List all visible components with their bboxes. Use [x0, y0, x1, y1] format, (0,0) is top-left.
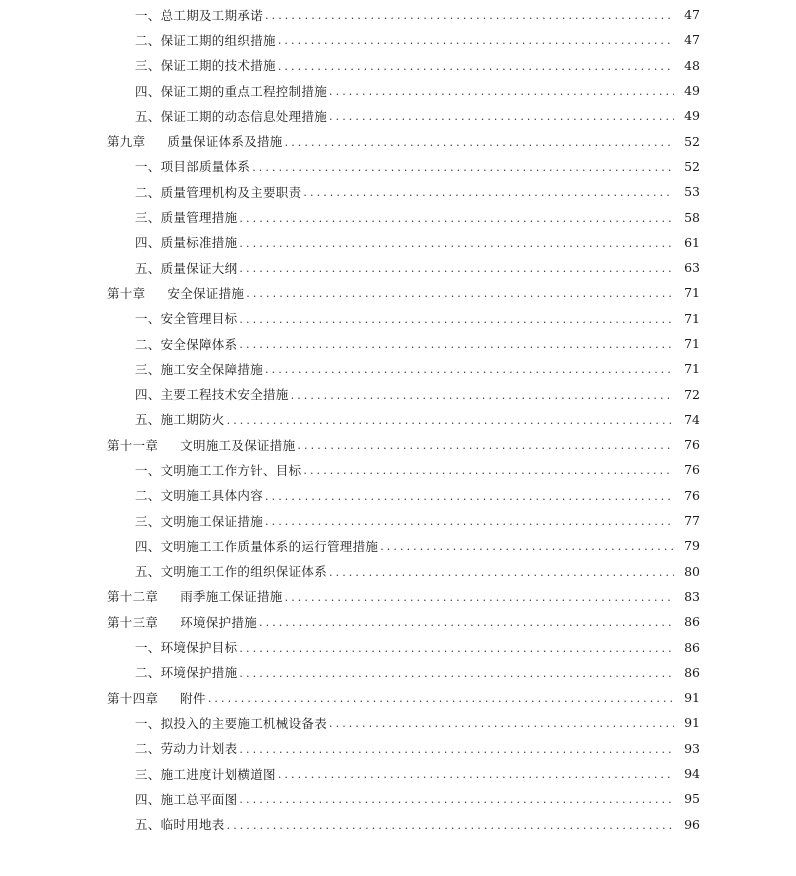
toc-section-entry[interactable] [0, 533, 796, 558]
toc-page-number: 83 [684, 588, 700, 604]
toc-section-entry[interactable] [0, 786, 796, 811]
toc-page-number: 86 [684, 614, 700, 630]
toc-entry-title: 一、项目部质量体系 [135, 159, 251, 175]
toc-entry-title: 一、环境保护目标 [135, 640, 238, 656]
dot-leader [329, 566, 674, 579]
toc-page-number: 48 [684, 57, 700, 73]
dot-leader [246, 287, 674, 300]
dot-leader [265, 490, 674, 503]
toc-section-entry[interactable] [0, 381, 796, 406]
toc-section-entry[interactable] [0, 710, 796, 735]
toc-entry-title [107, 587, 283, 605]
toc-section-entry[interactable] [0, 78, 796, 103]
toc-section-entry[interactable] [0, 457, 796, 482]
toc-page-number: 63 [684, 260, 700, 276]
toc-chapter-number: 第十二章 [107, 589, 159, 605]
toc-section-entry[interactable] [0, 812, 796, 837]
toc-entry-title: 三、施工进度计划横道图 [135, 766, 276, 782]
toc-section-entry[interactable] [0, 559, 796, 584]
toc-section-entry[interactable] [0, 53, 796, 78]
toc-page-number: 58 [684, 209, 700, 225]
toc-chapter-number: 第十章 [107, 285, 146, 301]
toc-page-number: 71 [684, 310, 700, 326]
toc-page-number: 76 [684, 462, 700, 478]
dot-leader [278, 34, 674, 47]
toc-chapter-title: 文明施工及保证措施 [180, 437, 296, 453]
toc-chapter-entry[interactable] [0, 280, 796, 305]
toc-page-number: 91 [684, 690, 700, 706]
dot-leader [329, 110, 674, 123]
dot-leader [227, 414, 674, 427]
toc-page-number: 72 [684, 386, 700, 402]
toc-entry-title: 三、质量管理措施 [135, 210, 238, 226]
toc-page-number: 94 [684, 766, 700, 782]
toc-entry-title: 二、环境保护措施 [135, 665, 238, 681]
dot-leader [329, 85, 674, 98]
toc-page-number: 71 [684, 285, 700, 301]
toc-page-number: 71 [684, 336, 700, 351]
toc-page-number: 47 [684, 32, 700, 48]
toc-chapter-entry[interactable] [0, 128, 796, 153]
toc-entry-title: 三、文明施工保证措施 [135, 513, 264, 529]
toc-section-entry[interactable] [0, 230, 796, 255]
toc-section-entry[interactable] [0, 761, 796, 786]
toc-section-entry[interactable] [0, 736, 796, 761]
toc-section-entry[interactable] [0, 508, 796, 533]
toc-section-entry[interactable] [0, 154, 796, 179]
dot-leader [278, 768, 674, 781]
dot-leader [239, 667, 674, 680]
toc-entry-title [107, 284, 244, 302]
toc-page-number: 49 [684, 83, 700, 99]
toc-section-entry[interactable] [0, 2, 796, 27]
dot-leader [265, 9, 674, 22]
toc-page-number: 93 [684, 740, 700, 756]
toc-entry-title [107, 689, 206, 707]
toc-entry-title: 三、保证工期的技术措施 [135, 58, 276, 74]
toc-entry-title: 二、文明施工具体内容 [135, 488, 264, 504]
dot-leader [285, 591, 674, 604]
dot-leader [227, 819, 674, 832]
toc-chapter-entry[interactable] [0, 584, 796, 609]
toc-section-entry[interactable] [0, 103, 796, 128]
toc-entry-title: 一、安全管理目标 [135, 311, 238, 327]
toc-entry-title: 五、文明施工工作的组织保证体系 [135, 564, 328, 580]
toc-page-number: 79 [684, 538, 700, 554]
toc-section-entry[interactable] [0, 255, 796, 280]
toc-chapter-number: 第十一章 [107, 437, 159, 453]
toc-page-number: 74 [684, 411, 700, 427]
toc-section-entry[interactable] [0, 204, 796, 229]
toc-chapter-title: 质量保证体系及措施 [167, 134, 283, 150]
dot-leader [297, 439, 674, 452]
dot-leader [259, 616, 674, 629]
dot-leader [265, 363, 674, 376]
dot-leader [291, 389, 674, 402]
dot-leader [239, 743, 674, 756]
dot-leader [303, 464, 674, 477]
toc-chapter-entry[interactable] [0, 609, 796, 634]
dot-leader [278, 60, 674, 73]
toc-page-number: 77 [684, 513, 700, 529]
toc-entry-title: 二、保证工期的组织措施 [135, 32, 276, 48]
toc-chapter-entry[interactable] [0, 685, 796, 710]
toc-entry-title: 四、文明施工工作质量体系的运行管理措施 [135, 538, 379, 554]
toc-page-number: 53 [684, 184, 700, 200]
toc-page-number: 52 [684, 158, 700, 174]
toc-entry-title: 四、主要工程技术安全措施 [135, 387, 289, 403]
toc-page-number: 76 [684, 437, 700, 453]
toc-entry-title: 二、安全保障体系 [135, 336, 238, 352]
toc-page-number: 95 [684, 791, 700, 807]
toc-page-number: 61 [684, 234, 700, 250]
toc-page-number: 47 [684, 7, 700, 23]
toc-section-entry[interactable] [0, 179, 796, 204]
toc-page-number: 86 [684, 664, 700, 680]
toc-section-entry[interactable] [0, 634, 796, 659]
dot-leader [303, 186, 674, 199]
toc-page-number: 49 [684, 108, 700, 124]
dot-leader [239, 793, 674, 806]
toc-page-number: 96 [684, 816, 700, 832]
toc-entry-title [107, 613, 257, 631]
toc-entry-title: 五、施工期防火 [135, 412, 225, 428]
dot-leader [208, 692, 674, 705]
toc-section-entry[interactable] [0, 27, 796, 52]
toc-entry-title [107, 436, 295, 454]
toc-entry-title: 四、施工总平面图 [135, 791, 238, 807]
dot-leader [380, 540, 674, 553]
toc-section-entry[interactable] [0, 660, 796, 685]
toc-entry-title: 四、质量标准措施 [135, 235, 238, 251]
toc-chapter-title: 环境保护措施 [180, 614, 258, 630]
toc-section-entry[interactable] [0, 306, 796, 331]
dot-leader [329, 717, 674, 730]
toc-page-number: 91 [684, 715, 700, 731]
toc-chapter-number: 第十三章 [107, 614, 159, 630]
dot-leader [252, 161, 674, 174]
toc-chapter-number: 第九章 [107, 134, 146, 150]
toc-section-entry[interactable] [0, 483, 796, 508]
toc-entry-title: 一、文明施工工作方针、目标 [135, 462, 302, 478]
dot-leader [239, 338, 674, 351]
toc-chapter-title: 雨季施工保证措施 [180, 589, 283, 605]
dot-leader [239, 262, 674, 275]
toc-page-number: 86 [684, 639, 700, 655]
toc-section-entry[interactable] [0, 356, 796, 381]
dot-leader [239, 237, 674, 250]
toc-entry-title: 二、质量管理机构及主要职责 [135, 184, 302, 200]
toc-entry-title: 二、劳动力计划表 [135, 741, 238, 757]
toc-chapter-title: 附件 [180, 690, 206, 706]
toc-page-number: 71 [684, 361, 700, 377]
dot-leader [265, 515, 674, 528]
toc-entry-title: 一、拟投入的主要施工机械设备表 [135, 715, 328, 731]
toc-chapter-title: 安全保证措施 [167, 285, 245, 301]
dot-leader [239, 212, 674, 225]
toc-entry-title: 五、保证工期的动态信息处理措施 [135, 108, 328, 124]
toc-page-number: 52 [684, 133, 700, 149]
toc-entry-title [107, 132, 283, 150]
dot-leader [285, 136, 674, 149]
toc-chapter-number: 第十四章 [107, 690, 159, 706]
toc-entry-title: 三、施工安全保障措施 [135, 361, 264, 377]
toc-entry-title: 四、保证工期的重点工程控制措施 [135, 83, 328, 99]
dot-leader [239, 642, 674, 655]
toc-section-entry[interactable] [0, 331, 796, 356]
table-of-contents [0, 2, 796, 837]
toc-entry-title: 五、临时用地表 [135, 817, 225, 833]
toc-chapter-entry[interactable] [0, 432, 796, 457]
toc-entry-title: 五、质量保证大纲 [135, 260, 238, 276]
dot-leader [239, 313, 674, 326]
toc-section-entry[interactable] [0, 407, 796, 432]
toc-page-number: 80 [684, 563, 700, 579]
toc-entry-title: 一、总工期及工期承诺 [135, 7, 264, 23]
toc-page-number: 76 [684, 487, 700, 503]
